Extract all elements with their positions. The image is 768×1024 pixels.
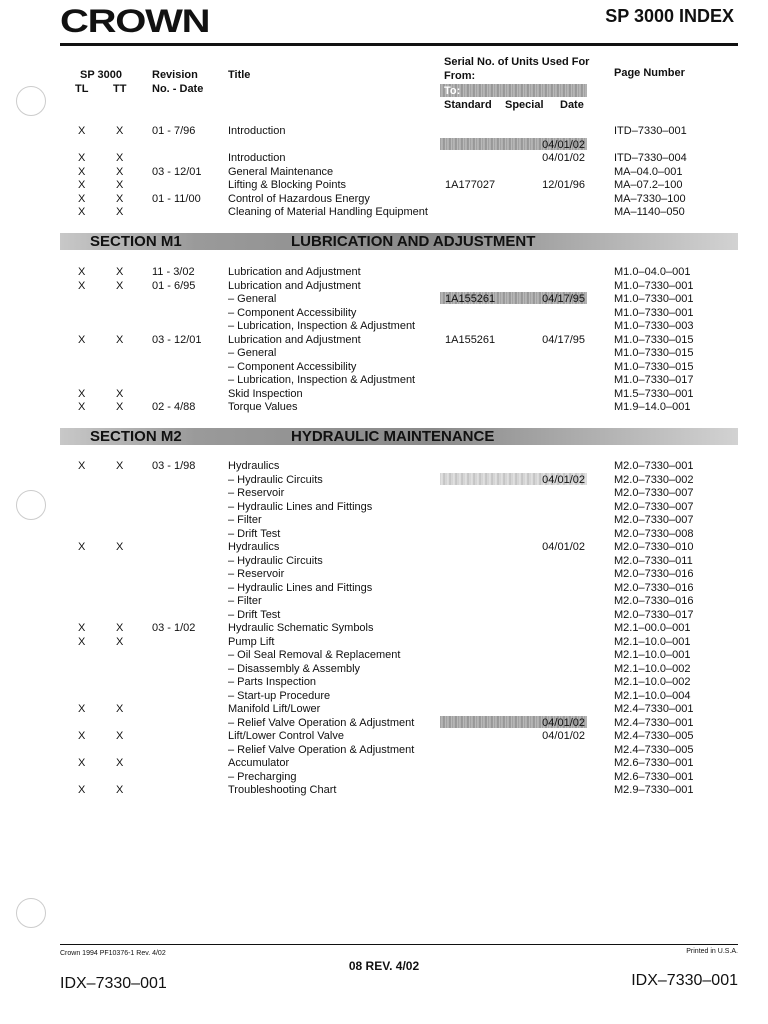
cell-page-number: M1.0–7330–015 <box>614 347 694 359</box>
cell-title: – Filter <box>228 514 262 526</box>
cell-page-number: M2.6–7330–001 <box>614 770 694 783</box>
binder-hole-middle <box>16 490 46 520</box>
section-m1-label: SECTION M1 <box>90 233 182 250</box>
cell-title: Lubrication and Adjustment <box>228 279 361 292</box>
cell-date: 04/17/95 <box>542 293 585 305</box>
cell-title: – Precharging <box>228 770 297 783</box>
cell-page-number: M2.0–7330–016 <box>614 581 694 594</box>
cell-page-number: M2.4–7330–005 <box>614 730 694 742</box>
cell-date: 04/01/02 <box>542 730 585 742</box>
crown-logo: CROWN <box>60 3 210 39</box>
cell-date: 04/01/02 <box>542 541 585 553</box>
cell-page-number: M2.9–7330–001 <box>614 784 694 796</box>
cell-title: Torque Values <box>228 401 298 413</box>
cell-page-number: M2.0–7330–007 <box>614 514 694 526</box>
cell-tl: X <box>78 125 86 137</box>
cell-title: – Relief Valve Operation & Adjustment <box>228 743 415 756</box>
cell-tt: X <box>116 635 124 648</box>
cell-tl: X <box>78 152 86 164</box>
binder-hole-top <box>16 86 46 116</box>
cell-title: Troubleshooting Chart <box>228 784 337 796</box>
cell-page-number: MA–1140–050 <box>614 206 685 218</box>
cell-tl: X <box>78 206 86 218</box>
cell-page-number: M1.0–7330–003 <box>614 320 694 332</box>
cell-page-number: M1.0–7330–001 <box>614 293 694 305</box>
cell-page-number: M1.0–7330–001 <box>614 306 694 319</box>
cell-standard: 1A155261 <box>445 293 496 305</box>
cell-title: – Hydraulic Circuits <box>228 473 323 486</box>
cell-title: – Hydraulic Lines and Fittings <box>228 500 373 513</box>
cell-title: Control of Hazardous Energy <box>228 192 370 205</box>
col-to-shaded <box>440 84 587 97</box>
cell-tt: X <box>116 192 124 205</box>
cell-title: Manifold Lift/Lower <box>228 703 321 715</box>
cell-tt: X <box>116 387 124 400</box>
cell-page-number: M2.1–00.0–001 <box>614 622 691 634</box>
cell-page-number: M2.0–7330–002 <box>614 473 694 486</box>
col-serial: Serial No. of Units Used For <box>444 56 590 68</box>
cell-tl: X <box>78 622 86 634</box>
cell-page-number: M2.0–7330–016 <box>614 595 694 607</box>
cell-title: – Start-up Procedure <box>228 689 331 702</box>
col-page-number: Page Number <box>614 67 685 79</box>
cell-tt: X <box>116 541 124 553</box>
cell-date: 04/01/02 <box>542 716 585 729</box>
cell-title: Cleaning of Material Handling Equipment <box>228 206 428 218</box>
cell-title: Introduction <box>228 152 286 164</box>
footer-doc-id-right: IDX–7330–001 <box>631 972 738 989</box>
cell-title: – Disassembly & Assembly <box>228 662 361 675</box>
cell-tt: X <box>116 784 124 796</box>
cell-page-number: M1.0–7330–015 <box>614 360 694 373</box>
col-standard: Standard <box>444 99 492 111</box>
cell-tl: X <box>78 279 86 292</box>
cell-title: – Parts Inspection <box>228 676 317 688</box>
cell-revision: 01 - 6/95 <box>152 279 196 292</box>
cell-title: Lubrication and Adjustment <box>228 266 361 278</box>
cell-standard: 1A177027 <box>445 179 496 191</box>
cell-title: – Lubrication, Inspection & Adjustment <box>228 320 416 332</box>
cell-page-number: ITD–7330–004 <box>614 152 687 164</box>
cell-page-number: M2.1–10.0–002 <box>614 662 691 675</box>
col-from: From: <box>444 70 476 82</box>
cell-tt: X <box>116 266 124 278</box>
cell-title: Skid Inspection <box>228 387 303 400</box>
cell-date: 04/01/02 <box>542 473 585 486</box>
cell-revision: 02 - 4/88 <box>152 401 196 413</box>
cell-title: Lubrication and Adjustment <box>228 333 361 346</box>
cell-standard: 1A155261 <box>445 333 496 346</box>
col-date: Date <box>560 99 584 111</box>
cell-page-number: M2.4–7330–001 <box>614 703 694 715</box>
cell-tl: X <box>78 541 86 553</box>
cell-page-number: M1.0–7330–001 <box>614 279 694 292</box>
cell-page-number: M2.0–7330–008 <box>614 527 694 540</box>
cell-page-number: M2.4–7330–001 <box>614 716 694 729</box>
footer-printed: Printed in U.S.A. <box>686 948 738 955</box>
cell-tt: X <box>116 622 124 634</box>
cell-title: Lift/Lower Control Valve <box>228 730 344 742</box>
cell-revision: 11 - 3/02 <box>152 266 195 278</box>
cell-page-number: M2.1–10.0–004 <box>614 689 691 702</box>
cell-tl: X <box>78 757 86 769</box>
cell-page-number: M2.0–7330–007 <box>614 500 694 513</box>
cell-page-number: M1.0–04.0–001 <box>614 266 691 278</box>
header-rule <box>60 43 738 46</box>
cell-title: Accumulator <box>228 757 290 769</box>
cell-page-number: M2.6–7330–001 <box>614 757 694 769</box>
cell-title: – Filter <box>228 595 262 607</box>
col-to: To: <box>444 85 461 97</box>
cell-page-number: M2.0–7330–017 <box>614 608 694 621</box>
cell-tt: X <box>116 206 124 218</box>
cell-title: – Drift Test <box>228 527 281 540</box>
cell-title: Pump Lift <box>228 635 275 648</box>
binder-hole-bottom <box>16 898 46 928</box>
cell-tl: X <box>78 460 86 472</box>
cell-tl: X <box>78 703 86 715</box>
cell-page-number: M2.0–7330–007 <box>614 487 694 499</box>
cell-page-number: M2.0–7330–010 <box>614 541 694 553</box>
cell-title: – Hydraulic Circuits <box>228 554 323 567</box>
cell-page-number: M1.0–7330–015 <box>614 333 694 346</box>
cell-page-number: M2.0–7330–011 <box>614 554 693 567</box>
cell-title: – Drift Test <box>228 608 281 621</box>
cell-revision: 01 - 7/96 <box>152 125 196 137</box>
col-title: Title <box>228 69 251 81</box>
col-revision: Revision <box>152 69 198 81</box>
section-m2-label: SECTION M2 <box>90 428 182 445</box>
cell-page-number: M2.4–7330–005 <box>614 743 694 756</box>
cell-page-number: ITD–7330–001 <box>614 125 687 137</box>
cell-tt: X <box>116 125 124 137</box>
cell-revision: 03 - 12/01 <box>152 333 202 346</box>
cell-page-number: M2.0–7330–001 <box>614 460 694 472</box>
cell-page-number: MA–7330–100 <box>614 192 686 205</box>
cell-tt: X <box>116 730 124 742</box>
cell-title: General Maintenance <box>228 165 334 178</box>
cell-tt: X <box>116 165 124 178</box>
col-sp3000: SP 3000 <box>80 69 123 81</box>
cell-title: – Reservoir <box>228 568 285 580</box>
col-special: Special <box>505 99 544 111</box>
section-m1-title: LUBRICATION AND ADJUSTMENT <box>291 233 536 250</box>
cell-tl: X <box>78 730 86 742</box>
cell-page-number: M1.0–7330–017 <box>614 374 694 386</box>
cell-revision: 03 - 1/98 <box>152 460 196 472</box>
cell-tl: X <box>78 266 86 278</box>
footer-revision: 08 REV. 4/02 <box>348 959 420 973</box>
cell-tl: X <box>78 192 86 205</box>
cell-title: Lifting & Blocking Points <box>228 179 347 191</box>
cell-tt: X <box>116 152 124 164</box>
cell-title: – General <box>228 293 277 305</box>
cell-title: Introduction <box>228 125 286 137</box>
cell-revision: 01 - 11/00 <box>152 192 201 205</box>
cell-title: – Component Accessibility <box>228 306 357 319</box>
cell-date: 12/01/96 <box>542 179 585 191</box>
cell-title: – Reservoir <box>228 487 285 499</box>
cell-page-number: M2.1–10.0–001 <box>614 649 691 661</box>
cell-title: – Relief Valve Operation & Adjustment <box>228 716 415 729</box>
cell-revision: 03 - 1/02 <box>152 622 196 634</box>
col-revision-date: No. - Date <box>152 83 204 95</box>
cell-tl: X <box>78 387 86 400</box>
cell-tl: X <box>78 165 86 178</box>
cell-title: Hydraulic Schematic Symbols <box>228 622 374 634</box>
cell-title: – Lubrication, Inspection & Adjustment <box>228 374 416 386</box>
cell-page-number: M2.1–10.0–002 <box>614 676 691 688</box>
cell-tl: X <box>78 635 86 648</box>
cell-tl: X <box>78 333 86 346</box>
cell-tl: X <box>78 401 86 413</box>
col-tl: TL <box>75 83 89 95</box>
cell-page-number: M1.9–14.0–001 <box>614 401 691 413</box>
cell-date: 04/01/02 <box>542 139 585 151</box>
cell-page-number: M1.5–7330–001 <box>614 387 694 400</box>
cell-title: Hydraulics <box>228 541 280 553</box>
cell-page-number: MA–04.0–001 <box>614 165 683 178</box>
cell-tt: X <box>116 460 124 472</box>
cell-tt: X <box>116 401 124 413</box>
cell-title: – Oil Seal Removal & Replacement <box>228 649 401 661</box>
document-title: SP 3000 INDEX <box>605 6 734 26</box>
cell-page-number: M2.1–10.0–001 <box>614 635 691 648</box>
cell-title: – Hydraulic Lines and Fittings <box>228 581 373 594</box>
footer-doc-id-left: IDX–7330–001 <box>60 975 167 992</box>
cell-tt: X <box>116 757 124 769</box>
footer-copyright: Crown 1994 PF10376-1 Rev. 4/02 <box>60 950 166 957</box>
cell-tl: X <box>78 784 86 796</box>
cell-title: – General <box>228 347 277 359</box>
cell-tl: X <box>78 179 86 191</box>
cell-tt: X <box>116 279 124 292</box>
section-m2-title: HYDRAULIC MAINTENANCE <box>291 428 495 445</box>
cell-date: 04/01/02 <box>542 152 585 164</box>
cell-page-number: M2.0–7330–016 <box>614 568 694 580</box>
cell-tt: X <box>116 179 124 191</box>
col-tt: TT <box>113 83 127 95</box>
cell-title: – Component Accessibility <box>228 360 357 373</box>
cell-tt: X <box>116 333 124 346</box>
cell-date: 04/17/95 <box>542 333 585 346</box>
cell-revision: 03 - 12/01 <box>152 165 202 178</box>
cell-tt: X <box>116 703 124 715</box>
cell-page-number: MA–07.2–100 <box>614 179 683 191</box>
cell-title: Hydraulics <box>228 460 280 472</box>
footer-rule <box>60 944 738 945</box>
